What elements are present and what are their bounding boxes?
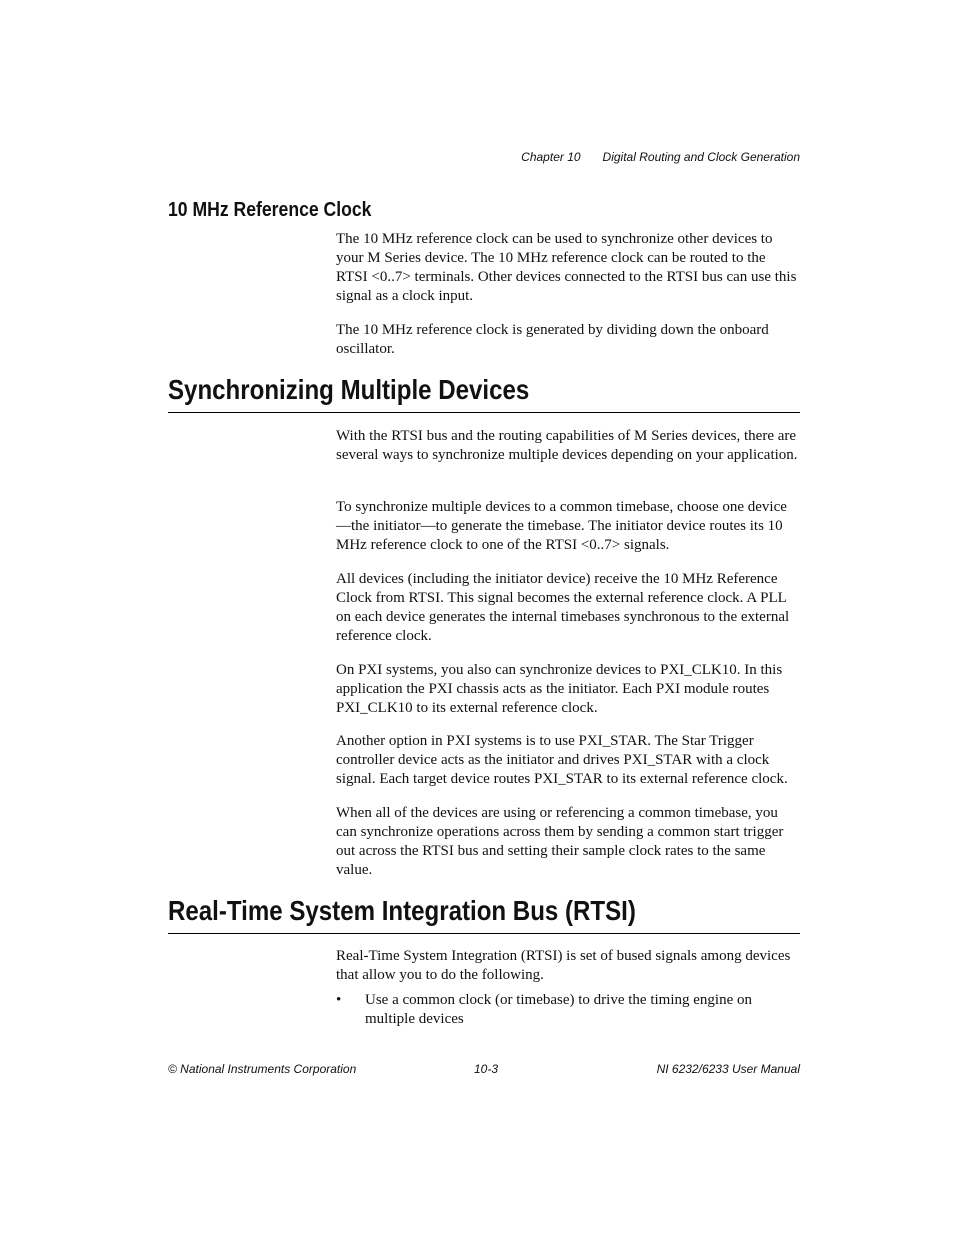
bullet-text: Use a common clock (or timebase) to drive the timing engine on multiple devices [365, 992, 752, 1027]
heading-sync-text: Synchronizing Multiple Devices [168, 374, 530, 405]
heading-ref-clock: 10 MHz Reference Clock [168, 199, 372, 221]
paragraph: The 10 MHz reference clock is generated by dividing down the onboard oscillator. [336, 322, 769, 357]
bullet-item [336, 991, 800, 1029]
header-title: Digital Routing and Clock Generation [602, 150, 800, 164]
footer-page-number: 10-3 [474, 1062, 499, 1076]
paragraph: When all of the devices are using or referencing a common timebase, you can synchronize operations across them by sending a common start trigger out across the RTSI bus and setting their sample clock rates to the same value. [336, 805, 784, 878]
paragraph: All devices (including the initiator device) receive the 10 MHz Reference Clock from RTSI. This signal becomes the external reference clock. A PLL on each device generates the internal timebases synchronous to the external reference clock. [336, 571, 790, 644]
paragraph: Real-Time System Integration (RTSI) is set of bused signals among devices that allow you to do the following. [336, 948, 791, 983]
section-rule [168, 412, 800, 413]
paragraph: Another option in PXI systems is to use PXI_STAR. The Star Trigger controller device acts as the initiator and drives PXI_STAR with a clock signal. Each target device routes PXI_STAR to its external reference clock. [336, 733, 788, 787]
section-rule [168, 933, 800, 934]
heading-rtsi-text: Real-Time System Integration Bus (RTSI) [168, 895, 636, 926]
footer-manual-title: NI 6232/6233 User Manual [656, 1062, 800, 1076]
heading-rtsi [168, 895, 800, 927]
running-header [521, 150, 800, 164]
heading-sync [168, 374, 800, 406]
paragraph: The 10 MHz reference clock can be used to synchronize other devices to your M Series device. The 10 MHz reference clock can be routed to the RTSI <0..7> terminals. Other devices connected to the RTSI bus can use this signal as a clock input. [336, 231, 797, 304]
paragraph: With the RTSI bus and the routing capabilities of M Series devices, there are several ways to synchronize multiple devices depending on your application. [336, 428, 798, 463]
header-chapter: Chapter 10 [521, 150, 581, 164]
footer-copyright: © National Instruments Corporation [168, 1062, 357, 1076]
paragraph: To synchronize multiple devices to a common timebase, choose one device—the initiator—to generate the timebase. The initiator device routes its 10 MHz reference clock to one of the RTSI <0..7> signals. [336, 499, 787, 553]
bullet-marker: • [336, 992, 342, 1008]
paragraph: On PXI systems, you also can synchronize devices to PXI_CLK10. In this application the PXI chassis acts as the initiator. Each PXI module routes PXI_CLK10 to its external reference clock. [336, 662, 783, 716]
